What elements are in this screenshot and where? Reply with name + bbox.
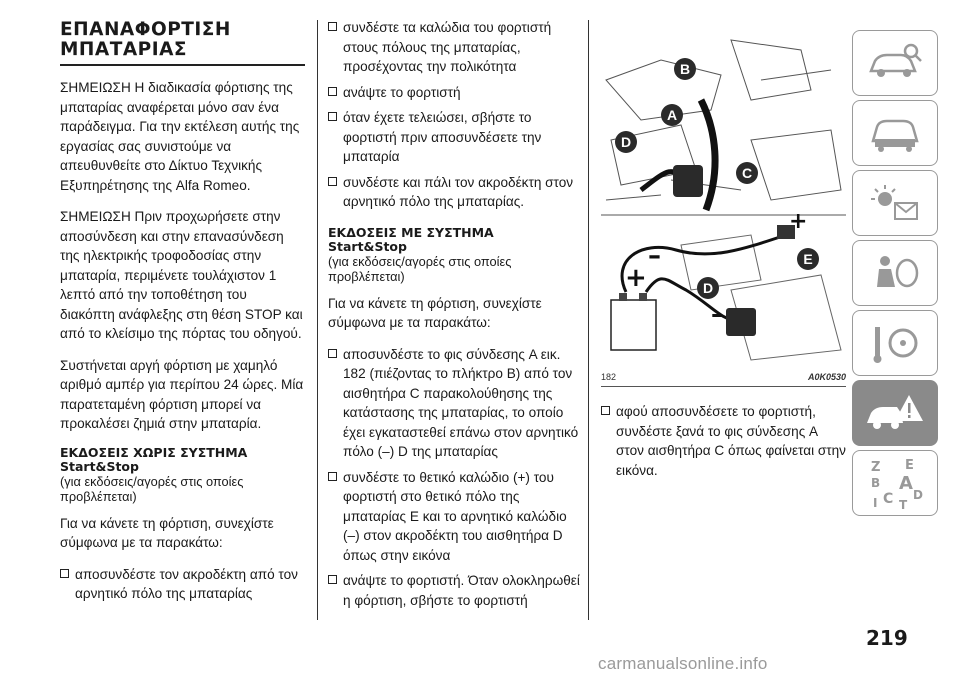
car-search-icon [865,41,925,85]
sensor-lower [726,308,756,336]
note-paragraph-2: ΣΗΜΕΙΩΣΗ Πριν προχωρήσετε στην αποσύνδεση και στην επανασύνδεση της ηλεκτρικής τροφοδοσίας στην μπαταρία, περιμένετε τουλάχιστον 1 λεπτό από την τοποθέτηση του διακόπτη ανάφλεξης στη θέση STOP και από το κλείσιμο της πόρτας του οδηγού. [60,209,303,341]
list-item [328,468,580,566]
checkbox-bullet-icon [328,349,337,358]
column-divider [588,20,589,620]
battery-terminal [639,293,647,301]
callout-b [674,58,696,80]
svg-text:E: E [803,251,813,267]
svg-text:B: B [679,61,691,77]
chapter-tabs [852,30,940,520]
tab-maintenance[interactable] [852,310,938,376]
warning-lights-icon [865,181,925,225]
callout-a [661,104,683,126]
car-emergency-icon [863,389,927,437]
list-item-text: αποσυνδέστε το φις σύνδεσης A εικ. 182 (πιέζοντας το πλήκτρο B) από τον αισθητήρα C παρακολούθησης της κατάστασης της μπαταρίας, το οποίο έχει εγκαταστεθεί επάνω στον αρνητικό πόλο (–) D της μπαταρίας [343,346,579,459]
watermark[interactable]: carmanualsonline.info [598,654,768,673]
subheading-line2: Start&Stop [60,458,139,474]
battery-terminal [619,293,627,301]
checkbox-bullet-icon [328,87,337,96]
checkbox-bullet-icon [601,406,610,415]
figure-caption-rule [601,386,846,387]
callout-e [797,248,819,270]
battery-box [611,300,656,350]
figure-code: A0K0530 [807,372,846,382]
svg-text:D: D [702,280,714,296]
svg-text:C: C [741,165,753,181]
tab-vehicle-knowledge[interactable] [852,30,938,96]
subheading-line2: Start&Stop [328,238,407,254]
index-letter: I [873,496,878,510]
checkbox-bullet-icon [328,472,337,481]
list-item [328,571,580,610]
tab-starting-driving[interactable] [852,240,938,306]
procedure-intro: Για να κάνετε τη φόρτιση, συνεχίστε σύμφωνα με τα παρακάτω: [60,515,274,550]
list-item [328,173,580,212]
subheading-line1: ΕΚΔΟΣΕΙΣ ΧΩΡΙΣ ΣΥΣΤΗΜΑ [60,444,248,460]
tab-emergency[interactable] [852,380,938,446]
list-item-text: συνδέστε τα καλώδια του φορτιστή στους πόλους της μπαταρίας, προσέχοντας την πολικότητα [343,20,552,74]
column-left [60,0,305,610]
checkbox-bullet-icon [328,112,337,121]
callout-d [615,131,637,153]
section-title-line2: ΜΠΑΤΑΡΙΑΣ [60,39,188,60]
list-item [328,345,580,462]
note-paragraph-1: ΣΗΜΕΙΩΣΗ Η διαδικασία φόρτισης της μπαταρίας αναφέρεται μόνο σαν ένα παράδειγμα. Για την εκτέλεση αυτής της εργασίας σας συνιστούμε να απευθυνθείτε στο Δίκτυο Τεχνικής Εξυπηρέτησης της Alfa Romeo. [60,80,300,193]
index-letter: C [883,491,894,507]
plus-sign: + [789,209,808,234]
checkbox-bullet-icon [328,22,337,31]
car-front-icon [865,111,925,155]
minus-sign: – [648,241,661,271]
figure-number: 182 [601,372,617,382]
list-item [328,83,580,103]
list-item [60,565,305,604]
subheading-with-start-stop [328,226,580,254]
index-letter: B [871,476,881,490]
checkbox-bullet-icon [328,575,337,584]
column-divider [317,20,318,620]
index-letter: T [899,498,908,511]
list-item-text: αφού αποσυνδέσετε το φορτιστή, συνδέστε ξανά το φις σύνδεσης A στον αισθητήρα C όπως φαίνεται στην εικόνα. [616,404,846,478]
index-letter: D [913,488,923,502]
index-letters-icon [865,455,925,511]
list-item-text: ανάψτε το φορτιστή. Όταν ολοκληρωθεί η φόρτιση, σβήστε το φορτιστή [343,573,580,608]
list-item-text: συνδέστε το θετικό καλώδιο (+) του φορτιστή στο θετικό πόλο της μπαταρίας E και το αρνητικό καλώδιο (–) στον ακροδέκτη του αισθητήρα D όπως στην εικόνα [343,469,567,563]
checkbox-bullet-icon [60,569,69,578]
checkbox-bullet-icon [328,177,337,186]
list-item-text: συνδέστε και πάλι τον ακροδέκτη στον αρνητικό πόλο της μπαταρίας. [343,174,574,209]
plus-sign: + [625,263,647,293]
index-letter: A [899,473,913,494]
battery-charging-illustration [601,20,846,365]
steering-tools-icon [865,321,925,365]
minus-sign: – [711,300,723,328]
tab-index[interactable] [852,450,938,516]
figure-caption [601,372,846,382]
airbag-person-icon [865,251,925,295]
subheading-without-start-stop [60,446,305,474]
list-item-text: αποσυνδέστε τον ακροδέκτη από τον αρνητικό πόλο της μπαταρίας [75,566,298,601]
list-item [601,402,846,480]
subheading-note: (για εκδόσεις/αγορές στις οποίες προβλέπεται) [60,473,244,504]
subheading-note: (για εκδόσεις/αγορές στις οποίες προβλέπεται) [328,253,512,284]
svg-text:A: A [666,107,678,123]
sensor-body [673,165,703,197]
column-middle [328,18,580,616]
index-letter: E [905,458,914,473]
column-right [601,402,846,486]
index-letter: Z [871,460,881,475]
section-title [60,20,305,60]
procedure-intro: Για να κάνετε τη φόρτιση, συνεχίστε σύμφωνα με τα παρακάτω: [328,295,542,330]
page-number: 219 [866,626,908,650]
callout-d-lower [697,277,719,299]
list-item-text: ανάψτε το φορτιστή [343,84,461,100]
section-title-line1: ΕΠΑΝΑΦΟΡΤΙΣΗ [60,19,231,40]
title-underline [60,64,305,66]
tab-warning-lights[interactable] [852,170,938,236]
callout-c [736,162,758,184]
subheading-line1: ΕΚΔΟΣΕΙΣ ΜΕ ΣΥΣΤΗΜΑ [328,224,494,240]
list-item [328,18,580,77]
tab-safety[interactable] [852,100,938,166]
list-item [328,108,580,167]
charging-advice-paragraph: Συστήνεται αργή φόρτιση με χαμηλό αριθμό αμπέρ για περίπου 24 ώρες. Μία παρατεταμένη φόρτιση μπορεί να προκαλέσει ζημιά στην μπαταρία. [60,357,304,431]
svg-text:D: D [620,134,632,150]
list-item-text: όταν έχετε τελειώσει, σβήστε το φορτιστή πριν αποσυνδέσετε την μπαταρία [343,110,542,164]
